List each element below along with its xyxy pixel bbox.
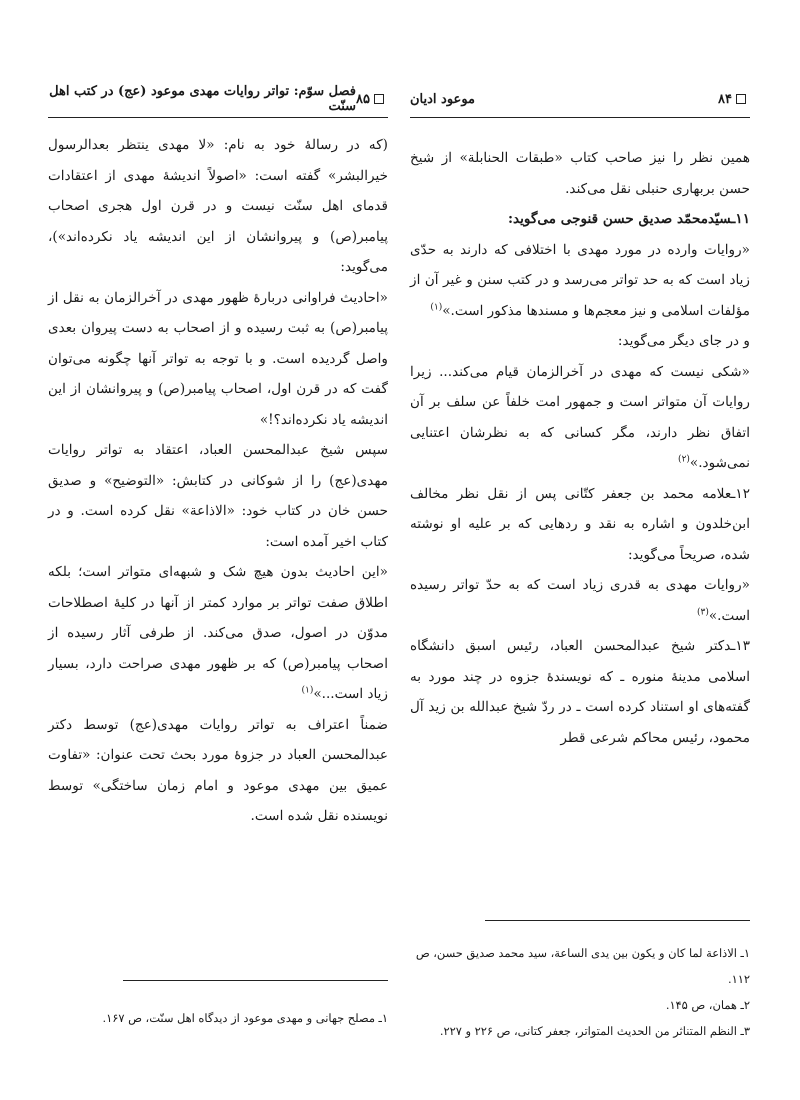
running-title: موعود ادیان bbox=[410, 91, 475, 107]
paragraph: ضمناً اعتراف به تواتر روایات مهدی(عج) توسط دکتر عبدالمحسن العباد در جزوهٔ مورد بحث تحت عنوان: «تفاوت عمیق بین مهدی موعود و امام زمان ساختگی» توسط نویسنده نقل شده است. bbox=[48, 716, 388, 824]
running-header bbox=[48, 86, 388, 112]
quote: «این احادیث بدون هیچ شک و شبهه‌ای متواتر است؛ بلکه اطلاق صفت تواتر بر موارد کمتر از آنها در کلیهٔ اصطلاحات مدوّن در اصول، صدق می‌کند. از طرفی آثار رسیده از اصحاب پیامبر(ص) که بر ظهور مهدی صراحت دارد، بسیار زیاد است...»$^{(۱)}$ bbox=[48, 564, 388, 702]
square-icon bbox=[736, 94, 746, 104]
page-number-box bbox=[356, 92, 388, 107]
paragraph: (که در رسالهٔ خود به نام: «لا مهدی ینتظر بعدالرسول خیرالبشر» گفته است: «اصولاً اندیشهٔ مهدی از اعتقادات قدمای اهل سنّت نیست و در قرن اول هجری اصحاب پیامبر(ص) و پیروانشان از این اندیشه یاد نکرده‌اند»)، می‌گوید: bbox=[48, 137, 388, 275]
paragraph: ۱۱ـسیّدمحمّد صدیق حسن قنوجی می‌گوید: bbox=[507, 211, 750, 227]
footnote-ref: (۲) bbox=[678, 454, 690, 465]
page-number: ۸۵ bbox=[356, 91, 370, 107]
running-header bbox=[410, 86, 750, 112]
body-text bbox=[48, 130, 388, 832]
paragraph: و در جای دیگر می‌گوید: bbox=[617, 333, 750, 349]
quote: «احادیث فراوانی دربارهٔ ظهور مهدی در آخرالزمان به نقل از پیامبر(ص) به ثبت رسیده و از اصحاب به دست پیروان بعدی واصل گردیده است. و با توجه به تواتر آنها چگونه می‌توان گفت که در قرن اول، اصحاب پیامبر(ص) و پیروانشان از این اندیشه یاد نکرده‌اند؟!» bbox=[48, 289, 388, 428]
footnote-ref: (۱) bbox=[430, 301, 443, 312]
footnote-ref: (۱) bbox=[301, 685, 314, 696]
footnote: ۲ـ همان، ص ۱۴۵. bbox=[665, 998, 750, 1012]
footnote-ref: (۳) bbox=[696, 606, 709, 617]
running-title: فصل سوّم: تواتر روایات مهدی موعود (عج) در کتب اهل سنّت bbox=[49, 84, 357, 114]
footnote: ۱ـ الاذاعة لما کان و یکون بین یدی الساعة، سید محمد صدیق حسن، ص ۱۱۲. bbox=[415, 946, 750, 986]
quote: «روایات وارده در مورد مهدی با اختلافی که دارند به حدّی زیاد است که به حد تواتر می‌رسد و در کتب سنن و غیر آن از مؤلفات اسلامی و نیز معجم‌ها و مسندها مذکور است.»$^{(۱)}$ bbox=[410, 241, 750, 319]
footnote-rule bbox=[123, 980, 388, 981]
footnotes bbox=[48, 1005, 388, 1031]
paragraph: ۱۲ـعلامه محمد بن جعفر کتّانی پس از نقل نظر مخالف ابن‌خلدون و اشاره به نقد و ردهایی که بر علیه او نوشته شده، صریحاً می‌گوید: bbox=[410, 485, 750, 563]
footnote: ۳ـ النظم المتناثر من الحدیث المتواتر، جعفر کتانی، ص ۲۲۶ و ۲۲۷. bbox=[439, 1024, 750, 1038]
page-number-box bbox=[718, 92, 750, 107]
footnote: ۱ـ مصلح جهانی و مهدی موعود از دیدگاه اهل سنّت، ص ۱۶۷. bbox=[102, 1011, 388, 1025]
quote: «شکی نیست که مهدی در آخرالزمان قیام می‌کند... زیرا روایات آن متواتر است و جمهور امت خلفاً عن سلف بر آن اتفاق نظر دارند، مگر کسانی که به نظرشان اعتنایی نمی‌شود.»$^{(۲)}$ bbox=[410, 363, 750, 471]
header-rule bbox=[410, 117, 750, 118]
body-text bbox=[410, 143, 750, 753]
paragraph: همین نظر را نیز صاحب کتاب «طبقات الحنابلة» از شیخ حسن بربهاری حنبلی نقل می‌کند. bbox=[410, 150, 750, 197]
square-icon bbox=[374, 94, 384, 104]
paragraph: سپس شیخ عبدالمحسن العباد، اعتقاد به تواتر روایات مهدی(عج) را از شوکانی در کتابش: «التوضیح» و صدیق حسن خان در کتاب خود: «الاذاعة» نقل کرده است. و در کتاب اخیر آمده است: bbox=[48, 442, 388, 550]
footnote-rule bbox=[485, 920, 750, 921]
quote: «روایات مهدی به قدری زیاد است که به حدّ تواتر رسیده است.»$^{(۳)}$ bbox=[410, 577, 750, 624]
header-rule bbox=[48, 117, 388, 118]
page-number: ۸۴ bbox=[718, 91, 732, 107]
left-page bbox=[48, 0, 388, 1100]
paragraph: ۱۳ـدکتر شیخ عبدالمحسن العباد، رئیس اسبق دانشگاه اسلامی مدینهٔ منوره ـ که نویسندهٔ جزوه در چند مورد به گفته‌های او استناد کرده است ـ در ردّ شیخ عبدالله بن زید آل محمود، رئیس محاکم شرعی قطر bbox=[410, 638, 750, 746]
footnotes bbox=[410, 940, 750, 1044]
right-page bbox=[410, 0, 750, 1100]
